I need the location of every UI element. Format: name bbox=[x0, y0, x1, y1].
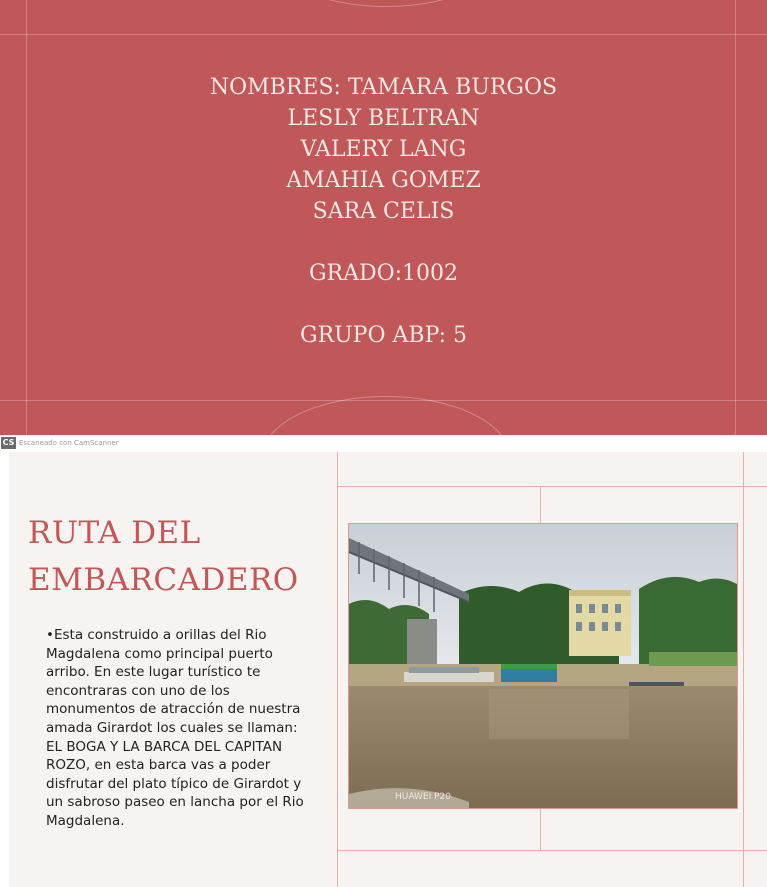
frame-line bbox=[0, 34, 767, 35]
frame-line bbox=[540, 808, 541, 850]
river-scene-illustration bbox=[349, 524, 737, 808]
content-slide bbox=[9, 452, 767, 887]
frame-line bbox=[337, 452, 338, 887]
title-line: EMBARCADERO bbox=[28, 562, 299, 598]
decorative-arc bbox=[262, 396, 510, 435]
frame-line bbox=[337, 486, 767, 487]
student-names bbox=[0, 72, 767, 351]
group-label: GRUPO ABP: 5 bbox=[300, 323, 467, 348]
name-line: VALERY LANG bbox=[300, 137, 467, 162]
frame-line bbox=[743, 452, 744, 887]
camscanner-icon: CS bbox=[2, 438, 15, 447]
slide-title bbox=[28, 510, 328, 604]
title-slide bbox=[0, 0, 767, 435]
grade-label: GRADO:1002 bbox=[308, 261, 459, 286]
name-line: LESLY BELTRAN bbox=[287, 106, 480, 131]
description-text: •Esta construido a orillas del Rio Magdalena como principal puerto arribo. En este lugar turístico te encontraras con uno de los monumentos de atracción de nuestra amada Girardot los cuales se llaman: EL BOGA Y LA BARCA DEL CAPITAN ROZO, en esta barca vas a poder disfrutar del plato típico de Girardot y un sabroso paseo en lancha por el Rio Magdalena. bbox=[46, 627, 304, 829]
name-line: SARA CELIS bbox=[312, 199, 455, 224]
frame-line bbox=[540, 486, 541, 523]
title-line: RUTA DEL bbox=[28, 515, 201, 551]
name-line: AMAHIA GOMEZ bbox=[286, 168, 481, 193]
embarcadero-photo bbox=[348, 523, 738, 809]
scanner-label: Escaneado con CamScanner bbox=[19, 439, 119, 447]
name-line: NOMBRES: TAMARA BURGOS bbox=[209, 75, 558, 100]
frame-line bbox=[337, 850, 767, 851]
camera-watermark: HUAWEI P20 bbox=[395, 792, 451, 802]
decorative-arc bbox=[262, 0, 510, 7]
